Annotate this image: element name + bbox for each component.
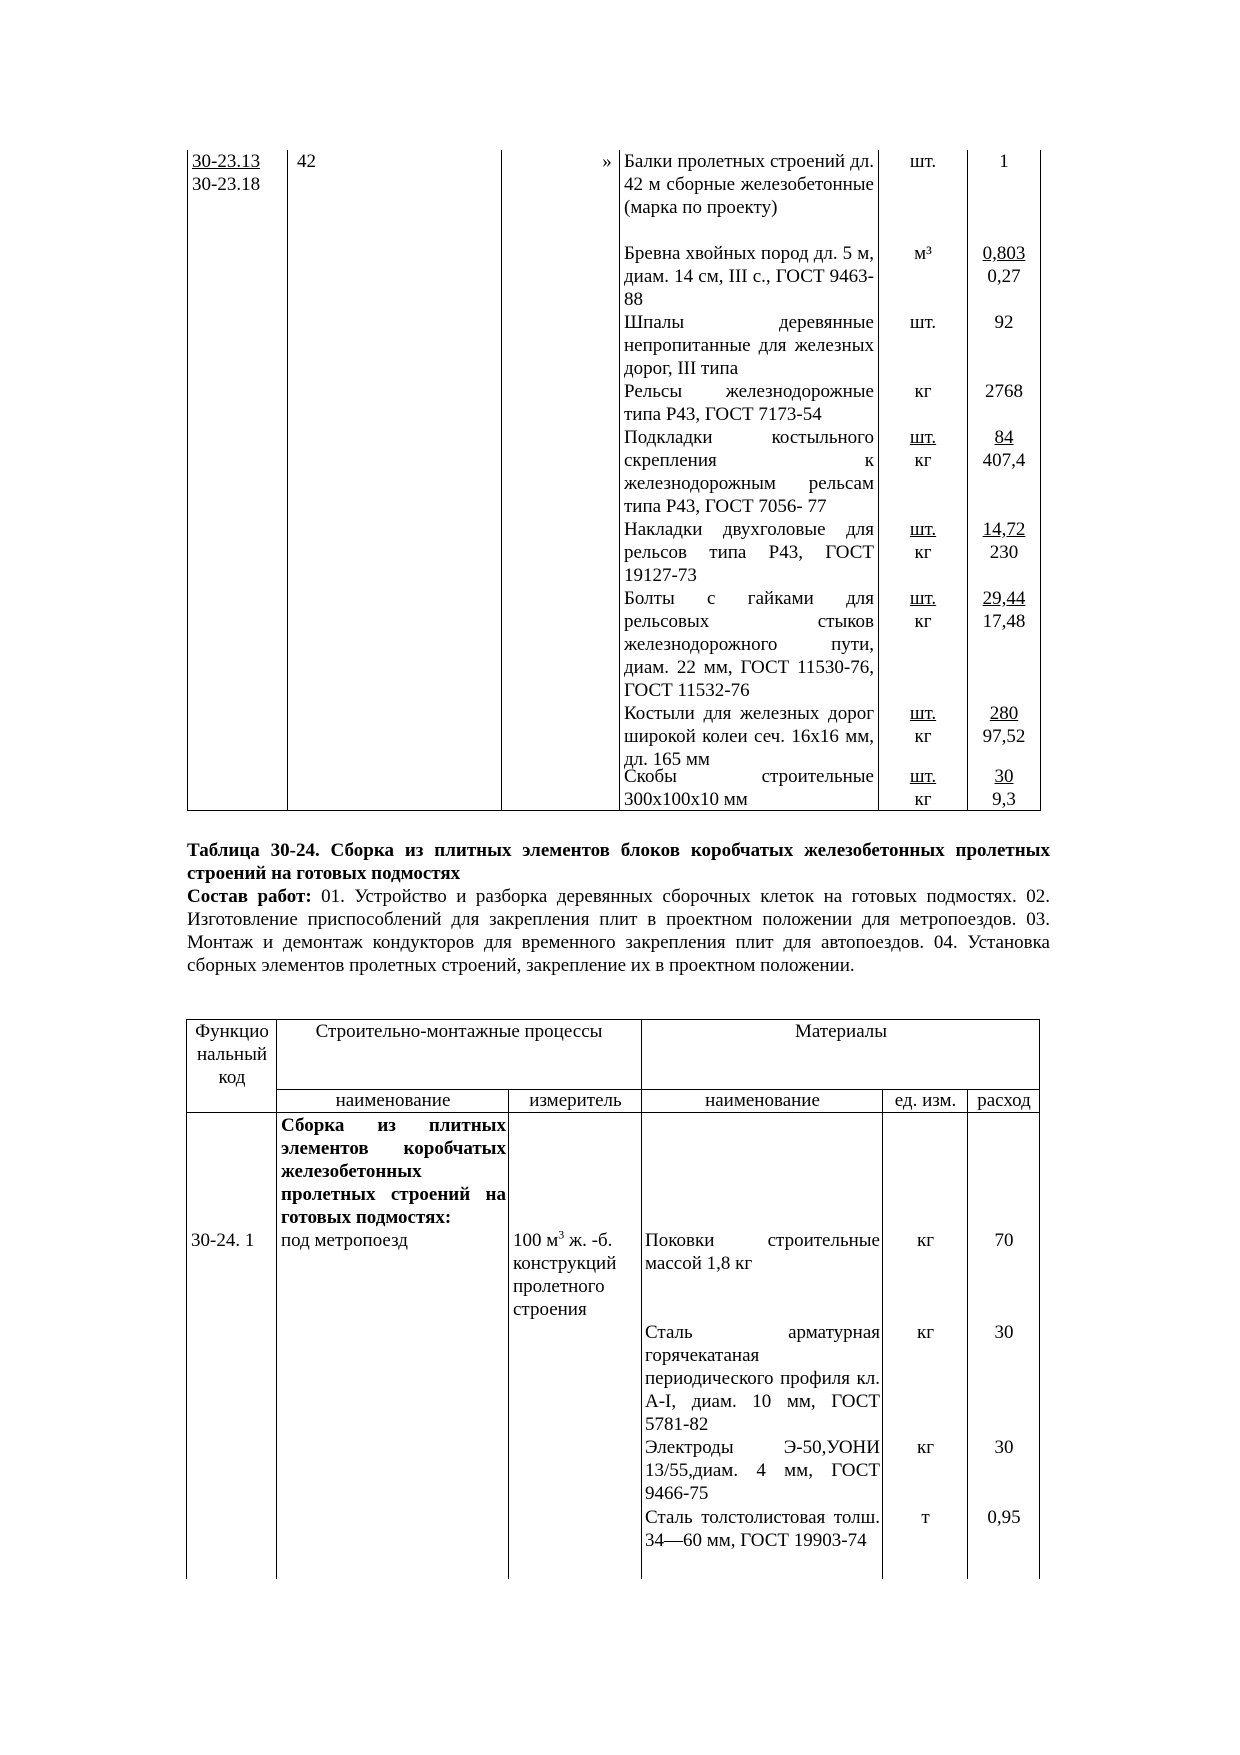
material-quantity: 70 [994, 1230, 1014, 1251]
material-quantity: 30 9,3 [992, 766, 1016, 810]
table-border [186, 1112, 1040, 1113]
header-processes: Строительно-монтажные процессы [315, 1021, 603, 1042]
material-name: Скобы строительные 300x100x10 мм [624, 766, 874, 810]
header-process-name: наименование [335, 1090, 451, 1111]
material-quantity: 30 [994, 1437, 1014, 1458]
header-unit: ед. изм. [894, 1090, 957, 1111]
header-consumption: расход [977, 1090, 1031, 1111]
table-border [287, 150, 288, 810]
header-materials: Материалы [794, 1021, 888, 1042]
process-name: под метропоезд [281, 1230, 408, 1251]
table-border [1040, 150, 1041, 810]
material-unit: шт. кг [909, 766, 937, 810]
material-unit: м³ [914, 243, 932, 264]
material-unit: шт. [909, 151, 937, 172]
assembly-table [186, 1019, 1040, 1579]
section-title: Сборка из плитных элементов коробчатых железобетонных пролетных строений на готовых подмостях: [281, 1115, 506, 1228]
table-border [186, 1019, 187, 1579]
ditto-mark: » [602, 151, 612, 172]
function-codes [192, 150, 287, 196]
material-quantity: 1 [999, 151, 1009, 172]
function-code: 30-24. 1 [191, 1230, 255, 1251]
material-name: Поковки строительные массой 1,8 кг [645, 1230, 880, 1274]
material-unit: т [921, 1507, 930, 1528]
material-name: Болты с гайками для рельсовых стыков железнодорожного пути, диам. 22 мм, ГОСТ 11530-76, ГОСТ 11532-76 [624, 588, 874, 701]
table-border [1039, 1019, 1040, 1579]
material-quantity: 0,95 [987, 1507, 1021, 1528]
material-name: Сталь арматурная горячекатаная периодического профиля кл. А-I, диам. 10 мм, ГОСТ 5781-82 [645, 1322, 880, 1435]
composition-text: 01. Устройство и разборка деревянных сборочных клеток на готовых подмостях. 02. Изготовление приспособлений для закрепления плит в проектном положении для метропоездов. 03. Монтаж и демонтаж кондукторов для временного закрепления плит для автопоездов. 04. Установка сборных элементов пролетных строений, закрепление их в проектном положении. [187, 886, 1050, 976]
material-name: Электроды Э-50,УОНИ 13/55,диам. 4 мм, ГОСТ 9466-75 [645, 1437, 880, 1504]
table-border [641, 1019, 642, 1579]
work-composition [187, 885, 1050, 977]
material-unit: кг [916, 1230, 935, 1251]
function-code: 30-23.13 [192, 151, 261, 172]
material-unit: шт. кг [909, 427, 937, 471]
material-quantity: 0,803 0,27 [982, 243, 1026, 287]
table-border [508, 1089, 509, 1579]
table-border [882, 1089, 883, 1579]
header-function-code: Функцио нальный код [195, 1021, 269, 1088]
span-length: 42 [297, 151, 316, 172]
material-quantity: 84 407,4 [982, 427, 1026, 471]
material-quantity: 14,72 230 [982, 519, 1026, 563]
function-code: 30-23.18 [192, 174, 261, 195]
material-unit: шт. кг [909, 588, 937, 632]
material-quantity: 29,44 17,48 [982, 588, 1026, 632]
table-border [619, 150, 620, 810]
material-quantity: 280 97,52 [982, 703, 1026, 747]
material-quantity: 30 [994, 1322, 1014, 1343]
material-name: Бревна хвойных пород дл. 5 м, диам. 14 см, III с., ГОСТ 9463-88 [624, 243, 874, 310]
material-quantity: 2768 [985, 381, 1023, 402]
table-border [501, 150, 502, 810]
process-meter: 100 $м^3$ ж. -б. конструкций пролетного строения [513, 1227, 617, 1320]
table-caption: Таблица 30-24. Сборка из плитных элементов блоков коробчатых железобетонных пролетных строений на готовых подмостях [187, 840, 1050, 884]
material-unit: кг [914, 381, 932, 402]
composition-label: Состав работ: [187, 886, 312, 907]
material-name: Накладки двухголовые для рельсов типа Р43, ГОСТ 19127-73 [624, 519, 874, 586]
material-quantity: 92 [994, 312, 1014, 333]
material-name: Шпалы деревянные непропитанные для железных дорог, III типа [624, 312, 874, 379]
material-name: Костыли для железных дорог широкой колеи сеч. 16x16 мм, дл. 165 мм [624, 703, 874, 770]
material-name: Балки пролетных строений дл. 42 м сборные железобетонные (марка по проекту) [624, 151, 874, 218]
header-material-name: наименование [705, 1090, 820, 1111]
material-name: Подкладки костыльного скрепления к железнодорожным рельсам типа Р43, ГОСТ 7056- 77 [624, 427, 874, 517]
material-unit: шт. кг [909, 519, 937, 563]
material-unit: шт. кг [909, 703, 937, 747]
material-name: Сталь толстолистовая толш. 34—60 мм, ГОСТ 19903-74 [645, 1507, 880, 1551]
material-unit: кг [916, 1437, 935, 1458]
table-border [187, 150, 188, 810]
material-unit: шт. [909, 312, 937, 333]
material-unit: кг [916, 1322, 935, 1343]
header-meter: измеритель [529, 1090, 622, 1111]
table-border [276, 1019, 277, 1579]
table-border [967, 1089, 968, 1579]
material-name: Рельсы железнодорожные типа Р43, ГОСТ 7173-54 [624, 381, 874, 425]
